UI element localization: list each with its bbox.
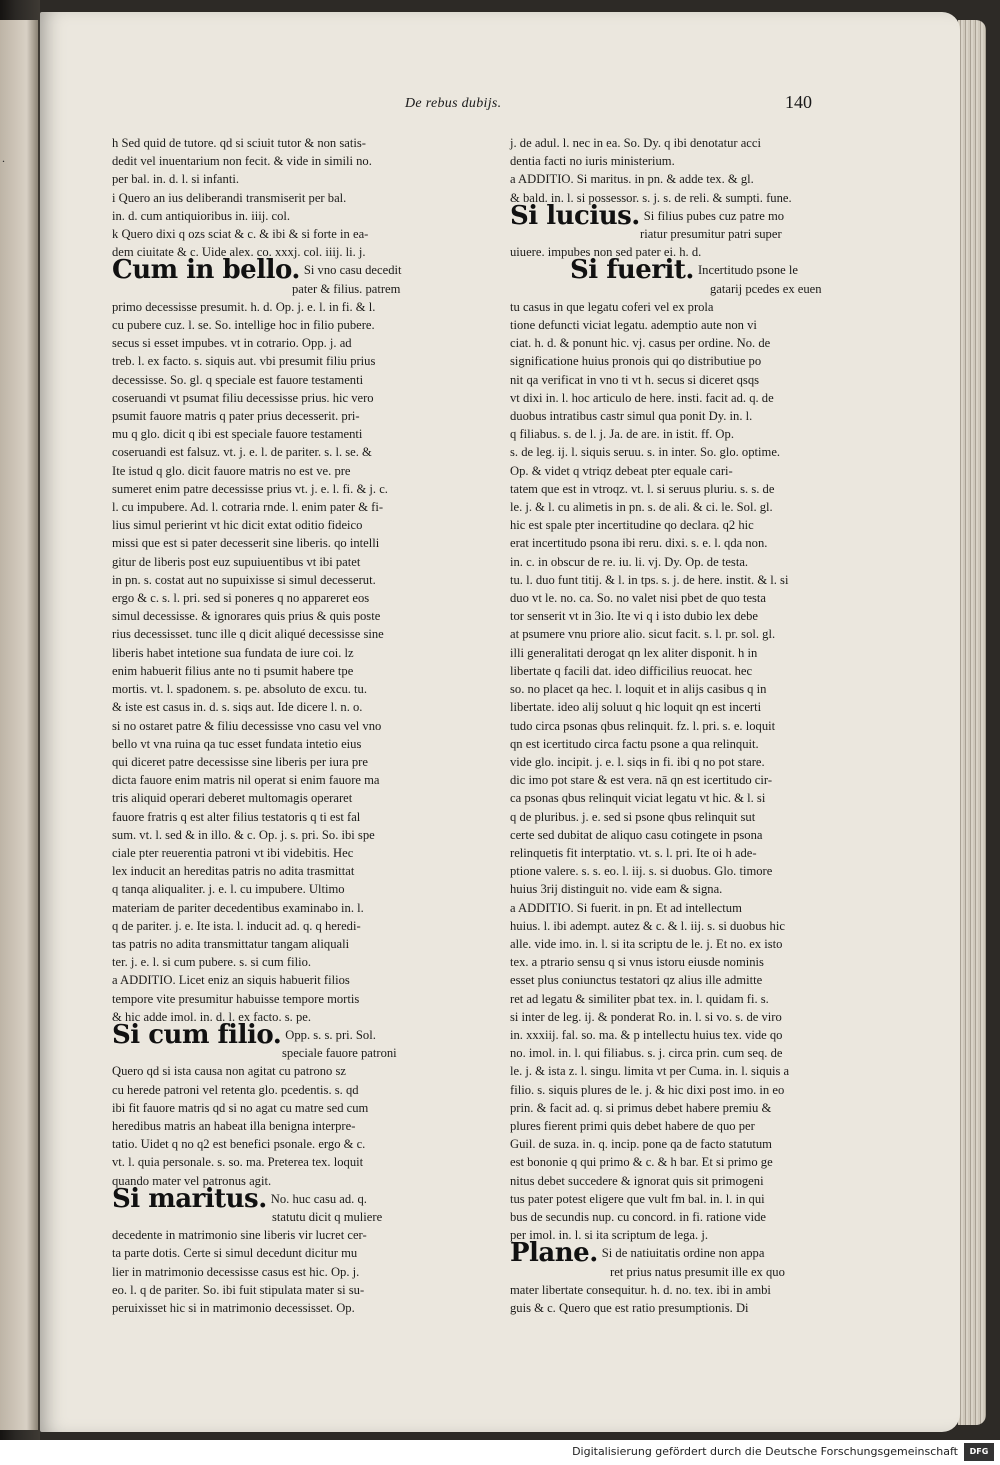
body-line: Quero qd si ista causa non agitat cu patrono sz xyxy=(112,1064,346,1079)
rubric-cont: statutu dicit q muliere xyxy=(272,1209,383,1224)
additio-line: a ADDITIO. Si maritus. in pn. & adde tex. & gl. xyxy=(510,172,754,187)
rubric-heading: Si lucius. xyxy=(510,200,640,231)
body-line: illi generalitati derogat qn lex aliter disponit. h in xyxy=(510,645,758,660)
body-line: bello vt vna ruina qa tuc esset fundata intetio eius xyxy=(112,736,362,751)
body-line: coseruandi est falsuz. vt. j. e. l. de pariter. s. l. se. & xyxy=(112,445,372,460)
body-line: fauore fratris q est alter filius testatoris q ti est fal xyxy=(112,809,361,824)
body-line: tatem que est in vtroqz. vt. l. si seruus pluriu. s. s. de xyxy=(510,481,775,496)
body-line: certe sed dubitat de aliquo casu cotingete in psona xyxy=(510,827,763,842)
additio-line: a ADDITIO. Licet eniz an siquis habuerit filios xyxy=(112,973,350,988)
body-line: duo vt le. no. ca. So. no valet nisi pbet de quo testa xyxy=(510,591,767,606)
body-line: lier in matrimonio decessisse casus est hic. Op. j. xyxy=(112,1264,360,1279)
body-line: huius 3rij distinguit no. vide eam & signa. xyxy=(510,882,723,897)
rubric-heading: Si cum filio. xyxy=(112,1019,282,1050)
body-line: lius simul perierint vt hic dicit extat oditio fideico xyxy=(112,518,363,533)
body-line: ciale pter reuerentia patroni vt ibi videbitis. Hec xyxy=(112,845,354,860)
rubric-cont: speciale fauore patroni xyxy=(282,1046,397,1061)
additio-line: filio. s. siquis plures de le. j. & hic dixi post imo. in eo xyxy=(510,1082,785,1097)
body-line: q filiabus. s. de l. j. Ja. de are. in istit. ff. Op. xyxy=(510,427,734,442)
body-line: materiam de pariter decedentibus examinabo in. l. xyxy=(112,900,364,915)
body-line: quando mater vel patronus agit. xyxy=(112,1173,272,1188)
rubric-text: Si de natiuitatis ordine non appa xyxy=(601,1246,765,1261)
page-edges xyxy=(958,20,986,1425)
body-line: tatio. Uidet q no q2 est benefici psonale. ergo & c. xyxy=(112,1137,366,1152)
body-line: cu pubere cuz. l. se. So. intellige hoc in filio pubere. xyxy=(112,318,375,333)
rubric-cont: pater & filius. patrem xyxy=(292,281,401,296)
note-i-line: in. d. cum antiquioribus in. iiij. col. xyxy=(112,208,291,223)
rubric-si-fuerit xyxy=(510,255,810,286)
body-line: significatione huius pronois qui qo distributiue po xyxy=(510,354,762,369)
body-line: ter. j. e. l. si cum pubere. s. si cum filio. xyxy=(112,955,312,970)
body-line: tione defuncti viciat legatu. ademptio aute non vi xyxy=(510,318,757,333)
body-line: ta parte dotis. Certe si simul decedunt dicitur mu xyxy=(112,1246,358,1261)
digitization-footer xyxy=(0,1440,1000,1465)
body-line: dicta fauore enim matris nil operat si enim fauore ma xyxy=(112,773,380,788)
body-line: primo decessisse presumit. h. d. Op. j. e. l. in fi. & l. xyxy=(112,299,376,314)
body-line: q de pariter. j. e. Ite ista. l. inducit ad. q. q heredi- xyxy=(112,918,361,933)
body-line: lex inducit an hereditas patris no adita trasmittat xyxy=(112,864,355,879)
body-line: tas patris no adita transmittatur tangam aliquali xyxy=(112,936,350,951)
body-line: secus si esset impubes. vt in cotrario. Opp. j. ad xyxy=(112,336,352,351)
body-line: j. de adul. l. nec in ea. So. Dy. q ibi denotatur acci xyxy=(510,136,761,150)
body-line: rius decessisset. tunc ille q dicit aliqué decessisse sine xyxy=(112,627,384,642)
body-line: s. de leg. ij. l. siquis seruu. s. in inter. So. glo. optime. xyxy=(510,445,781,460)
body-line: sum. vt. l. sed & in illo. & c. Op. j. s. pri. So. ibi spe xyxy=(112,827,375,842)
rubric-cum-in-bello xyxy=(112,255,430,286)
rubric-heading: Cum in bello. xyxy=(112,255,300,286)
body-line: sumeret enim patre decessisse prius vt. j. e. l. fi. & j. c. xyxy=(112,481,388,496)
body-line: libertate. ideo alij soluut q hic loquit qn est incerti xyxy=(510,700,762,715)
body-line: guis & c. Quero que est ratio presumptionis. Di xyxy=(510,1301,749,1315)
body-line: ptione valere. s. s. eo. l. iij. s. si duobus. Glo. timore xyxy=(510,864,773,879)
additio-line: per imol. in. l. si ita scriptum de lega. j. xyxy=(510,1228,708,1243)
additio-line: huius. l. ibi adempt. autez & c. & l. iij. s. si duobus hic xyxy=(510,918,785,933)
rubric-text: Incertitudo psone le xyxy=(697,263,799,278)
body-line: Ite istud q glo. dicit fauore matris no est ve. pre xyxy=(112,463,351,478)
rubric-cont: gatarij pcedes ex euen xyxy=(710,281,822,296)
additio-line: tempore vite presumitur habuisse tempore mortis xyxy=(112,991,360,1006)
body-line: gitur de liberis post euz supuiuentibus vt ibi patet xyxy=(112,554,361,569)
additio-line: nitus debet succedere & ignorat quis sit primogeni xyxy=(510,1173,764,1188)
note-h-line: dedit vel inuentarium non fecit. & vide in simili no. xyxy=(112,154,372,169)
previous-page-edge: . xyxy=(0,20,38,1430)
body-line: erat incertitudo psona ibi reru. dixi. s. e. l. qda non. xyxy=(510,536,768,551)
rubric-si-maritus xyxy=(112,1183,430,1214)
body-line: liberis habet intetione sua fundata de iure coi. lz xyxy=(112,645,354,660)
body-line: vide glo. incipit. j. e. l. siqs in fi. ibi q no pot stare. xyxy=(510,754,765,769)
additio-line: bus de secundis nup. cu concord. in fi. ratione vide xyxy=(510,1209,767,1224)
body-line: ibi fit fauore matris qd si no agat cu matre sed cum xyxy=(112,1100,369,1115)
body-line: tu. l. duo funt titij. & l. in tps. s. j. de here. instit. & l. si xyxy=(510,572,789,587)
body-line: & iste est casus in. d. s. siqs aut. Ide dicere l. n. o. xyxy=(112,700,363,715)
body-line: ergo & c. s. l. pri. sed si poneres q no appareret eos xyxy=(112,591,370,606)
body-line: q de pluribus. j. e. sed si psone qbus relinquit sut xyxy=(510,809,756,824)
rubric-text: No. huc casu ad. q. xyxy=(270,1191,367,1206)
rubric-cont: riatur presumitur patri super xyxy=(640,227,782,242)
additio-line: & hic adde imol. in. d. l. ex facto. s. pe. xyxy=(112,1009,312,1024)
body-line: in pn. s. costat aut no supuixisse si simul decesserut. xyxy=(112,572,376,587)
body-line: duobus intratibus castr simul qua ponit Dy. in. l. xyxy=(510,409,753,424)
body-line: ca psonas qbus relinquit viciat legatu vt hic. & l. si xyxy=(510,791,766,806)
folio-number: 140 xyxy=(785,92,812,112)
left-column xyxy=(112,134,430,1317)
rubric-si-lucius xyxy=(510,200,810,231)
body-line: mater libertate consequitur. h. d. no. tex. ibi in ambi xyxy=(510,1282,771,1297)
rubric-heading: Si maritus. xyxy=(112,1183,267,1214)
additio-line: est bononie q qui primo & c. & h bar. Et si primo ge xyxy=(510,1155,773,1170)
body-line: ciat. h. d. & ponunt hic. vj. casus per ordine. No. de xyxy=(510,336,771,351)
body-line: dic imo pot stare & est vera. nā qn est icertitudo cir- xyxy=(510,773,773,788)
body-line: vt. l. quia personale. s. so. ma. Preterea tex. loquit xyxy=(112,1155,364,1170)
additio-line: & bald. in. l. si possessor. s. j. s. de reli. & sumpti. fune. xyxy=(510,190,792,205)
body-line: tor senserit vt in 3io. Ite vi q i isto dubio lex debe xyxy=(510,609,758,624)
body-line: coseruandi vt psumat filiu decessisse prius. hic vero xyxy=(112,390,374,405)
rubric-heading: Si fuerit. xyxy=(570,255,694,286)
body-line: so. no placet qa hec. l. loquit et in alijs casibus q in xyxy=(510,682,767,697)
running-header: De rebus dubijs. xyxy=(405,96,502,111)
additio-line: alle. vide imo. in. l. si ita scriptu de le. j. Et no. ex isto xyxy=(510,936,783,951)
additio-line: si inter de leg. ij. & ponderat Ro. in. l. si vo. s. de viro xyxy=(510,1009,782,1024)
body-line: qn est icertitudo circa factu psone a qua relinquit. xyxy=(510,736,759,751)
additio-line: in. xxxiij. fal. so. ma. & p intellectu huius tex. vide qo xyxy=(510,1027,783,1042)
body-line: cu herede patroni vel retenta glo. pcedentis. s. qd xyxy=(112,1082,359,1097)
additio-line: tus pater potest eligere que vult fm bal. in. l. in qui xyxy=(510,1191,765,1206)
body-line: Op. & videt q vtriqz debeat pter equale cari- xyxy=(510,463,733,478)
body-line: at psumere vnu priore alio. sicut facit. s. l. pr. sol. gl. xyxy=(510,627,776,642)
body-line: simul decessisse. & ignorares quis prius & quis poste xyxy=(112,609,381,624)
rubric-text: Opp. s. s. pri. Sol. xyxy=(285,1027,376,1042)
body-line: decedente in matrimonio sine liberis vir lucret cer- xyxy=(112,1228,367,1243)
additio-line: ret ad legatu & similiter pbat tex. in. l. quidam fi. s. xyxy=(510,991,769,1006)
body-line: mu q glo. dicit q ibi est speciale fauore testamenti xyxy=(112,427,363,442)
body-line: hic est spale pter incertitudine qo declara. q2 hic xyxy=(510,518,754,533)
body-line: dentia facti no iuris ministerium. xyxy=(510,154,675,169)
body-line: vt dixi in. l. hoc articulo de here. insti. facit ad. q. de xyxy=(510,390,774,405)
additio-line: le. j. & ista z. l. singu. limita vt per Cuma. in. l. siquis a xyxy=(510,1064,790,1079)
additio-line: prin. & facit ad. q. si primus debet habere premiu & xyxy=(510,1100,772,1115)
body-line: relinquetis fit interptatio. vt. s. l. pri. Ite oi h ade- xyxy=(510,845,757,860)
right-column xyxy=(510,134,822,1317)
body-line: l. cu impubere. Ad. l. cotraria rnde. l. enim pater & fi- xyxy=(112,500,384,515)
dfg-logo-icon: DFG xyxy=(964,1443,994,1461)
rubric-heading: Plane. xyxy=(510,1238,598,1269)
note-k-line: k Quero dixi q ozs sciat & c. & ibi & si forte in ea- xyxy=(112,227,369,242)
note-h-line: h Sed quid de tutore. qd si sciuit tutor & non satis- xyxy=(112,136,366,150)
note-i-line: i Quero an ius deliberandi transmiserit per bal. xyxy=(112,190,347,205)
body-line: psumit fauore matris q pater prius decesserit. pri- xyxy=(112,409,360,424)
rubric-text: Si vno casu decedit xyxy=(303,263,402,278)
body-line: treb. l. ex facto. s. siquis aut. vbi presumit filiu prius xyxy=(112,354,376,369)
body-line: tris aliquid operari deberet multomagis operaret xyxy=(112,791,353,806)
body-line: enim habuerit filius ante no ti psumit habere tpe xyxy=(112,663,354,678)
body-line: tudo circa psonas qbus relinquit. fz. l. pri. s. e. loquit xyxy=(510,718,776,733)
dfg-credit: Digitalisierung gefördert durch die Deutsche Forschungsgemeinschaft xyxy=(572,1445,958,1458)
body-line: mortis. vt. l. spadonem. s. pe. absoluto de excu. tu. xyxy=(112,682,367,697)
body-line: eo. l. q de pariter. So. ibi fuit stipulata mater si su- xyxy=(112,1282,365,1297)
body-line: missi que est si pater decesserit sine liberis. qo intelli xyxy=(112,536,380,551)
note-h-line: per bal. in. d. l. si infanti. xyxy=(112,172,239,187)
body-line: uiuere. impubes non sed pater ei. h. d. xyxy=(510,245,702,260)
rubric-si-cum-filio xyxy=(112,1019,430,1050)
body-line: libertate q facili dat. ideo difficilius reuocat. hec xyxy=(510,663,753,678)
body-line: peruixisset hic si in matrimonio decessisset. Op. xyxy=(112,1301,355,1315)
rubric-text: Si filius pubes cuz patre mo xyxy=(643,208,785,223)
note-k-line: dem ciuitate & c. Uide alex. co. xxxj. col. iiij. li. j. xyxy=(112,245,366,260)
body-line: in. c. in obscur de re. iu. li. vj. Dy. Op. de testa. xyxy=(510,554,749,569)
body-line: qui diceret patre decessisse sine liberis per iura pre xyxy=(112,754,368,769)
body-line: heredibus matris an habeat illa benigna interpre- xyxy=(112,1118,356,1133)
additio-line: Guil. de suza. in. q. incip. pone qa de facto statutum xyxy=(510,1137,772,1152)
body-line: tu casus in que legatu coferi vel ex prola xyxy=(510,299,714,314)
additio-line: a ADDITIO. Si fuerit. in pn. Et ad intellectum xyxy=(510,900,742,915)
rubric-cont: ret prius natus presumit ille ex quo xyxy=(610,1264,785,1279)
body-line: nit qa verificat in vno ti vt h. secus si diceret qsqs xyxy=(510,372,760,387)
additio-line: tex. a ptrario sensu q si vnus istoru eiusde nominis xyxy=(510,955,764,970)
body-line: q tanqa aliqualiter. j. e. l. cu impubere. Ultimo xyxy=(112,882,345,897)
additio-line: esset plus coniunctus testatori qz alius ille admitte xyxy=(510,973,763,988)
body-line: le. j. & l. cu alimetis in pn. s. de ali. & ci. le. Sol. gl. xyxy=(510,500,773,515)
additio-line: plures fierent primi quis debet habere de quo per xyxy=(510,1118,755,1133)
body-line: si no ostaret patre & filiu decessisse vno casu vel vno xyxy=(112,718,382,733)
rubric-plane xyxy=(510,1238,810,1269)
additio-line: no. imol. in. l. qui filiabus. s. j. circa prin. cum seq. de xyxy=(510,1046,783,1061)
body-line: decessisse. So. gl. q speciale est fauore testamenti xyxy=(112,372,364,387)
